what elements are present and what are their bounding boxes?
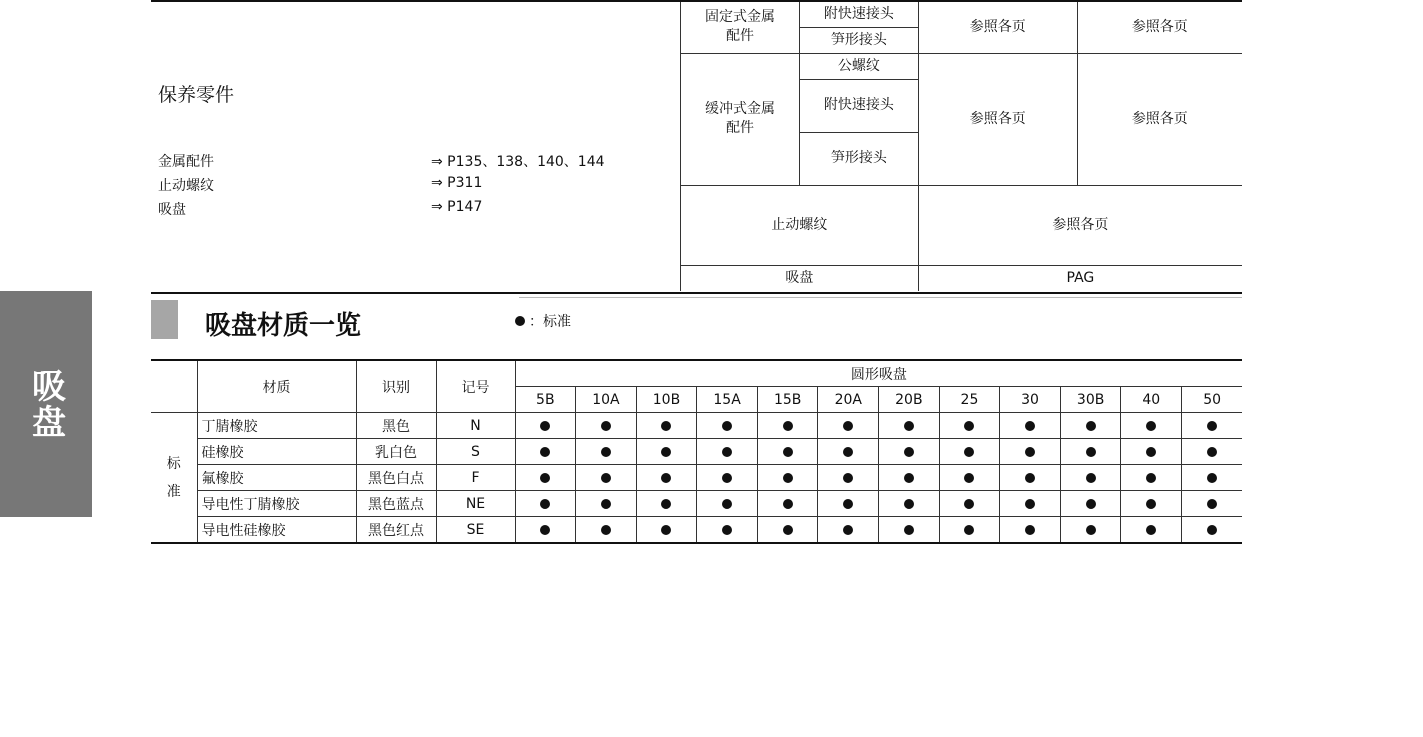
standard-dot-icon <box>661 447 671 457</box>
symbol-cell: S <box>436 439 515 465</box>
fittings-table <box>680 0 1242 291</box>
table-row <box>151 465 1242 491</box>
symbol-cell: SE <box>436 517 515 544</box>
standard-dot-icon <box>904 499 914 509</box>
availability-cell <box>1182 491 1243 517</box>
standard-dot-icon <box>601 473 611 483</box>
standard-dot-icon <box>1086 499 1096 509</box>
upper-section <box>151 0 1242 294</box>
availability-cell <box>879 517 940 544</box>
header-material: 材质 <box>197 360 356 413</box>
availability-cell <box>879 465 940 491</box>
availability-cell <box>1000 413 1061 439</box>
header-round-cup: 圆形吸盘 <box>515 360 1242 387</box>
buffer-male-cell: 公螺纹 <box>799 53 918 79</box>
identification-cell: 黑色红点 <box>356 517 436 544</box>
availability-cell <box>1182 439 1243 465</box>
availability-cell <box>1121 491 1182 517</box>
symbol-cell: F <box>436 465 515 491</box>
standard-dot-icon <box>783 499 793 509</box>
see-pages-cell: 参照各页 <box>918 1 1077 53</box>
size-header-25: 25 <box>939 387 1000 413</box>
availability-cell <box>818 465 879 491</box>
standard-dot-icon <box>904 421 914 431</box>
standard-dot-icon <box>1086 525 1096 535</box>
materials-table <box>151 359 1242 544</box>
availability-cell <box>1121 413 1182 439</box>
see-pages-cell: 参照各页 <box>918 53 1077 185</box>
standard-dot-icon <box>1207 525 1217 535</box>
see-pages-cell: 参照各页 <box>918 185 1242 265</box>
availability-cell <box>879 413 940 439</box>
availability-cell <box>757 517 818 544</box>
standard-dot-icon <box>540 447 550 457</box>
availability-cell <box>1060 517 1121 544</box>
availability-cell <box>1121 465 1182 491</box>
identification-cell: 黑色蓝点 <box>356 491 436 517</box>
standard-dot-icon <box>783 421 793 431</box>
ref-label: 止动螺纹 <box>158 178 214 194</box>
standard-dot-icon <box>843 473 853 483</box>
standard-dot-icon <box>843 499 853 509</box>
standard-dot-icon <box>1086 421 1096 431</box>
availability-cell <box>515 413 576 439</box>
availability-cell <box>1182 517 1243 544</box>
size-header-15A: 15A <box>697 387 758 413</box>
identification-cell: 乳白色 <box>356 439 436 465</box>
standard-dot-icon <box>1025 499 1035 509</box>
section-marker <box>151 300 178 339</box>
standard-dot-icon <box>540 473 550 483</box>
pag-cell: PAG <box>918 265 1242 291</box>
material-cell: 导电性硅橡胶 <box>197 517 356 544</box>
suction-cup-cell: 吸盘 <box>681 265 919 291</box>
standard-dot-icon <box>843 447 853 457</box>
standard-dot-icon <box>722 499 732 509</box>
standard-dot-icon <box>904 447 914 457</box>
symbol-cell: N <box>436 413 515 439</box>
availability-cell <box>879 439 940 465</box>
ref-value: ⇒ P311 <box>431 175 483 191</box>
availability-cell <box>1060 491 1121 517</box>
standard-dot-icon <box>1146 447 1156 457</box>
standard-dot-icon <box>601 525 611 535</box>
availability-cell <box>879 491 940 517</box>
availability-cell <box>576 439 637 465</box>
availability-cell <box>1182 413 1243 439</box>
availability-cell <box>757 413 818 439</box>
standard-dot-icon <box>722 525 732 535</box>
standard-dot-icon <box>1025 421 1035 431</box>
availability-cell <box>1182 465 1243 491</box>
material-cell: 导电性丁腈橡胶 <box>197 491 356 517</box>
category-label: 标 <box>166 455 181 472</box>
standard-dot-icon <box>661 421 671 431</box>
stop-screw-cell: 止动螺纹 <box>681 185 919 265</box>
see-pages-cell: 参照各页 <box>1077 53 1242 185</box>
table-row <box>151 439 1242 465</box>
availability-cell <box>1000 439 1061 465</box>
material-cell: 硅橡胶 <box>197 439 356 465</box>
table-row <box>151 413 1242 439</box>
size-header-30B: 30B <box>1060 387 1121 413</box>
standard-dot-icon <box>601 447 611 457</box>
availability-cell <box>1000 517 1061 544</box>
standard-dot-icon <box>964 473 974 483</box>
section-divider <box>519 297 1242 298</box>
standard-dot-icon <box>964 447 974 457</box>
size-header-30: 30 <box>1000 387 1061 413</box>
availability-cell <box>818 439 879 465</box>
standard-dot-icon <box>601 499 611 509</box>
availability-cell <box>515 465 576 491</box>
standard-dot-icon <box>1207 499 1217 509</box>
availability-cell <box>636 465 697 491</box>
buffer-type-cell: 缓冲式金属配件 <box>681 53 800 185</box>
availability-cell <box>1060 413 1121 439</box>
ref-label: 金属配件 <box>158 154 214 170</box>
identification-cell: 黑色白点 <box>356 465 436 491</box>
side-tab <box>0 291 92 517</box>
availability-cell <box>1000 491 1061 517</box>
standard-dot-icon <box>722 421 732 431</box>
standard-dot-icon <box>1207 473 1217 483</box>
standard-dot-icon <box>964 421 974 431</box>
availability-cell <box>697 439 758 465</box>
buffer-barb-cell: 笋形接头 <box>799 132 918 185</box>
section-title: 吸盘材质一览 <box>205 311 362 341</box>
size-header-15B: 15B <box>757 387 818 413</box>
availability-cell <box>576 491 637 517</box>
standard-dot-icon <box>1025 525 1035 535</box>
standard-dot-icon <box>1086 473 1096 483</box>
availability-cell <box>515 439 576 465</box>
availability-cell <box>939 413 1000 439</box>
availability-cell <box>576 517 637 544</box>
size-header-10B: 10B <box>636 387 697 413</box>
standard-dot-icon <box>540 525 550 535</box>
ref-value: ⇒ P147 <box>431 199 483 215</box>
standard-dot-icon <box>843 421 853 431</box>
table-row <box>151 491 1242 517</box>
standard-dot-icon <box>515 316 525 326</box>
availability-cell <box>576 465 637 491</box>
ref-label: 吸盘 <box>158 202 186 218</box>
standard-dot-icon <box>722 473 732 483</box>
standard-dot-icon <box>540 421 550 431</box>
standard-dot-icon <box>843 525 853 535</box>
availability-cell <box>636 413 697 439</box>
size-header-40: 40 <box>1121 387 1182 413</box>
standard-dot-icon <box>964 499 974 509</box>
availability-cell <box>818 517 879 544</box>
fixed-type-cell: 固定式金属配件 <box>681 1 800 53</box>
category-label: 准 <box>166 483 181 500</box>
standard-dot-icon <box>1207 447 1217 457</box>
availability-cell <box>1121 517 1182 544</box>
legend <box>515 311 571 331</box>
identification-cell: 黑色 <box>356 413 436 439</box>
size-header-20A: 20A <box>818 387 879 413</box>
buffer-quick-cell: 附快速接头 <box>799 79 918 132</box>
header-symbol: 记号 <box>436 360 515 413</box>
standard-dot-icon <box>783 473 793 483</box>
availability-cell <box>697 465 758 491</box>
material-cell: 氟橡胶 <box>197 465 356 491</box>
standard-dot-icon <box>1025 473 1035 483</box>
standard-dot-icon <box>601 421 611 431</box>
standard-dot-icon <box>1146 525 1156 535</box>
standard-dot-icon <box>540 499 550 509</box>
availability-cell <box>818 491 879 517</box>
standard-dot-icon <box>661 525 671 535</box>
availability-cell <box>1000 465 1061 491</box>
size-header-5B: 5B <box>515 387 576 413</box>
maintenance-parts <box>151 0 680 294</box>
fixed-barb-cell: 笋形接头 <box>799 27 918 53</box>
availability-cell <box>636 439 697 465</box>
availability-cell <box>939 439 1000 465</box>
availability-cell <box>757 439 818 465</box>
availability-cell <box>1060 465 1121 491</box>
material-cell: 丁腈橡胶 <box>197 413 356 439</box>
corner-cell <box>151 360 197 413</box>
standard-dot-icon <box>904 525 914 535</box>
standard-dot-icon <box>722 447 732 457</box>
standard-dot-icon <box>1207 421 1217 431</box>
availability-cell <box>636 491 697 517</box>
maintenance-title: 保养零件 <box>158 84 235 106</box>
header-identification: 识别 <box>356 360 436 413</box>
table-row <box>151 517 1242 544</box>
category-cell <box>151 413 197 544</box>
see-pages-cell: 参照各页 <box>1077 1 1242 53</box>
ref-value: ⇒ P135、138、140、144 <box>431 154 605 170</box>
side-tab-label: 吸盘 <box>25 368 66 440</box>
availability-cell <box>697 517 758 544</box>
availability-cell <box>576 413 637 439</box>
standard-dot-icon <box>1146 499 1156 509</box>
standard-dot-icon <box>1025 447 1035 457</box>
availability-cell <box>939 491 1000 517</box>
fixed-quick-cell: 附快速接头 <box>799 1 918 27</box>
availability-cell <box>1060 439 1121 465</box>
standard-dot-icon <box>904 473 914 483</box>
availability-cell <box>757 491 818 517</box>
standard-dot-icon <box>1146 421 1156 431</box>
availability-cell <box>757 465 818 491</box>
availability-cell <box>697 491 758 517</box>
standard-dot-icon <box>1146 473 1156 483</box>
standard-dot-icon <box>661 473 671 483</box>
availability-cell <box>515 517 576 544</box>
availability-cell <box>818 413 879 439</box>
availability-cell <box>636 517 697 544</box>
availability-cell <box>1121 439 1182 465</box>
availability-cell <box>697 413 758 439</box>
size-header-20B: 20B <box>879 387 940 413</box>
standard-dot-icon <box>964 525 974 535</box>
standard-dot-icon <box>783 525 793 535</box>
legend-text: ：标准 <box>529 314 571 330</box>
standard-dot-icon <box>661 499 671 509</box>
size-header-50: 50 <box>1182 387 1243 413</box>
availability-cell <box>939 465 1000 491</box>
availability-cell <box>515 491 576 517</box>
standard-dot-icon <box>1086 447 1096 457</box>
symbol-cell: NE <box>436 491 515 517</box>
availability-cell <box>939 517 1000 544</box>
standard-dot-icon <box>783 447 793 457</box>
size-header-10A: 10A <box>576 387 637 413</box>
